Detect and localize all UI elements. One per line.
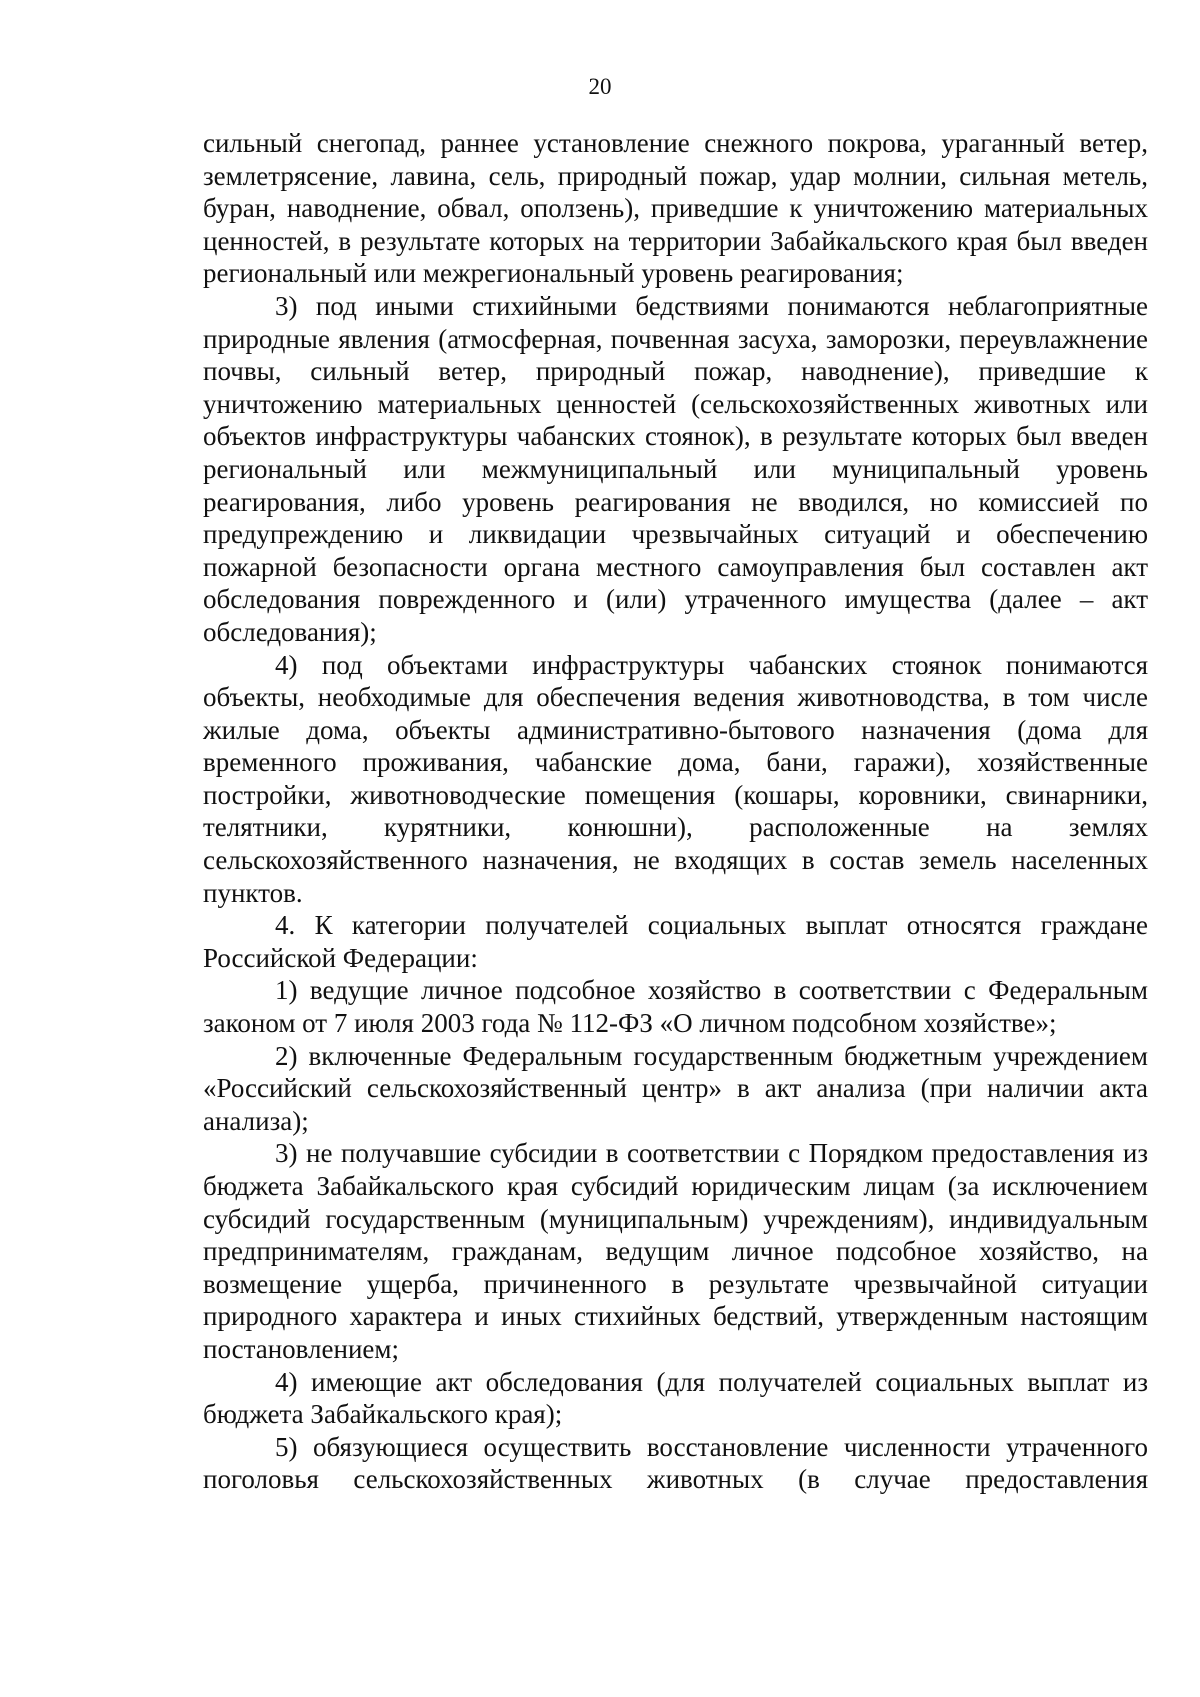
list-item-5: 5) обязующиеся осуществить восстановление численности утраченного поголовья сельскохозяйственных животных (в случае предоставления (203, 1431, 1148, 1495)
list-item-4: 4) имеющие акт обследования (для получателей социальных выплат из бюджета Забайкальского края); (203, 1366, 1148, 1430)
page-number: 20 (588, 74, 612, 99)
document-body (203, 127, 1148, 1496)
paragraph-hazards-continuation: сильный снегопад, раннее установление снежного покрова, ураганный ветер, землетрясение, лавина, сель, природный пожар, удар молнии, сильная метель, буран, наводнение, обвал, оползень), приведшие к уничтожению материальных ценностей, в результате которых на территории Забайкальского края был введен региональный или межрегиональный уровень реагирования; (203, 128, 1148, 289)
list-item-1: 1) ведущие личное подсобное хозяйство в соответствии с Федеральным законом от 7 июля 2003 года № 112-ФЗ «О личном подсобном хозяйстве»; (203, 975, 1148, 1039)
list-item-2: 2) включенные Федеральным государственным бюджетным учреждением «Российский сельскохозяйственный центр» в акт анализа (при наличии акта анализа); (203, 1040, 1148, 1136)
paragraph-infrastructure-objects: 4) под объектами инфраструктуры чабанских стоянок понимаются объекты, необходимые для обеспечения ведения животноводства, в том числе жилые дома, объекты административно-бытового назначения (дома для временного проживания, чабанские дома, бани, гаражи), хозяйственные постройки, животноводческие помещения (кошары, коровники, свинарники, телятники, курятники, конюшни), расположенные на землях сельскохозяйственного назначения, не входящих в состав земель населенных пунктов. (203, 649, 1148, 908)
list-item-3: 3) не получавшие субсидии в соответствии с Порядком предоставления из бюджета Забайкальского края субсидий юридическим лицам (за исключением субсидий государственным (муниципальным) учреждениям), индивидуальным предпринимателям, гражданам, ведущим личное подсобное хозяйство, на возмещение ущерба, причиненного в результате чрезвычайной ситуации природного характера и иных стихийных бедствий, утвержденным настоящим постановлением; (203, 1138, 1148, 1364)
paragraph-recipient-categories: 4. К категории получателей социальных выплат относятся граждане Российской Федерации: (203, 910, 1148, 973)
paragraph-other-disasters: 3) под иными стихийными бедствиями понимаются неблагоприятные природные явления (атмосферная, почвенная засуха, заморозки, переувлажнение почвы, сильный ветер, природный пожар, наводнение), приведшие к уничтожению материальных ценностей (сельскохозяйственных животных или объектов инфраструктуры чабанских стоянок), в результате которых был введен региональный или межмуниципальный или муниципальный уровень реагирования, либо уровень реагирования не вводился, но комиссией по предупреждению и ликвидации чрезвычайных ситуаций и обеспечению пожарной безопасности органа местного самоуправления был составлен акт обследования поврежденного и (или) утраченного имущества (далее – акт обследования); (203, 290, 1148, 647)
